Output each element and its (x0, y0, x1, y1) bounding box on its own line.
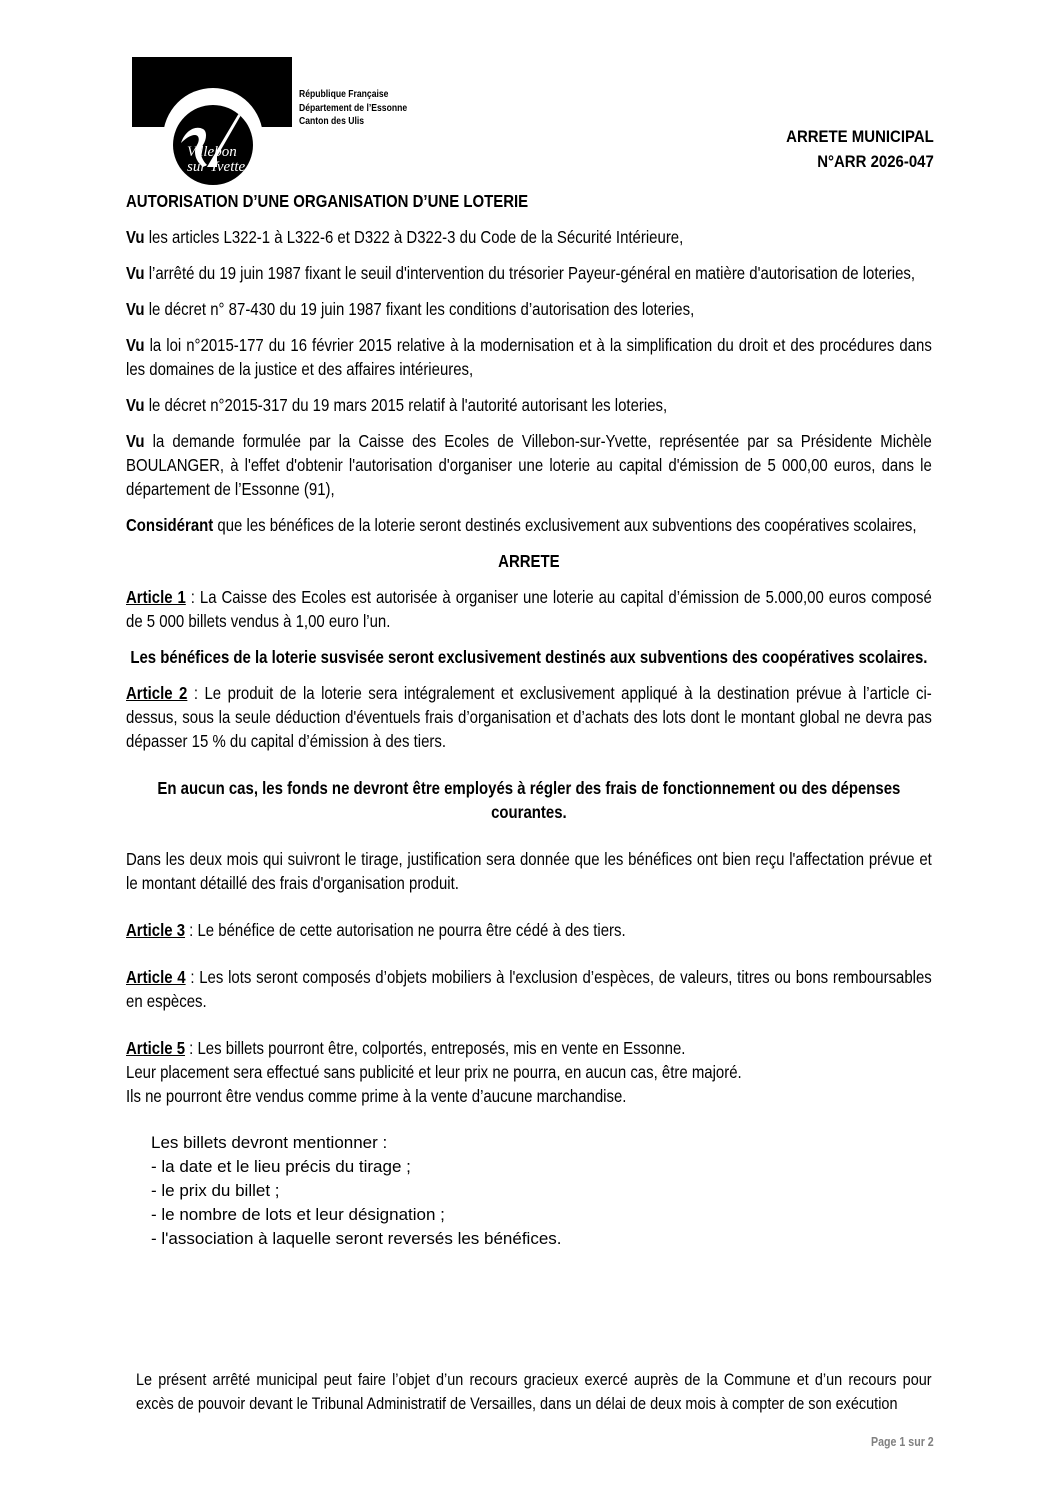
header-institution (299, 88, 407, 129)
article-5-line-3: Ils ne pourront être vendus comme prime à la vente d’aucune marchandise. (126, 1086, 627, 1106)
mention-item: - le nombre de lots et leur désignation ; (151, 1205, 445, 1224)
department-label: Département de l’Essonne (299, 101, 408, 114)
document-body (126, 189, 932, 1251)
canton-label: Canton des Ulis (299, 115, 365, 127)
article-5-line-2: Leur placement sera effectué sans publicité et leur prix ne pourra, en aucun cas, être majoré. (126, 1062, 742, 1082)
visa-lead: Vu (126, 431, 145, 451)
visa-5 (126, 393, 932, 417)
visa-text: les articles L322-1 à L322-6 et D322 à D322-3 du Code de la Sécurité Intérieure, (144, 227, 684, 247)
considerant-lead: Considérant (126, 515, 214, 535)
decision-heading: ARRETE (498, 551, 560, 571)
page-label: Page (871, 1435, 897, 1449)
article-label: Article 1 (126, 587, 186, 607)
article-label: Article 5 (126, 1038, 186, 1058)
article-1-emphasis: Les bénéfices de la loterie susvisée seront exclusivement destinés aux subventions des coopératives scolaires. (130, 647, 928, 667)
considerant (126, 513, 932, 537)
mention-item: - le prix du billet ; (151, 1181, 280, 1200)
recourse-notice (136, 1368, 932, 1416)
ticket-mentions (151, 1131, 932, 1251)
recourse-text: Le présent arrêté municipal peut faire l’objet d’un recours gracieux exercé auprès de la Commune et d’un recours pour excès de pouvoir devant le Tribunal Administratif de Versailles, dans un délai de deux mois à compter de son exécution (136, 1370, 932, 1413)
article-label: Article 2 (126, 683, 188, 703)
villebon-logo (132, 57, 302, 187)
mentions-intro: Les billets devront mentionner : (151, 1133, 388, 1152)
visa-3 (126, 297, 932, 321)
article-text: : La Caisse des Ecoles est autorisée à organiser une loterie au capital d’émission de 5.000,00 euros composé de 5 000 billets vendus à 1,00 euro l’un. (126, 587, 932, 631)
doc-type: ARRETE MUNICIPAL (786, 127, 934, 146)
article-1 (126, 585, 932, 633)
doc-number: N°ARR 2026-047 (817, 152, 934, 171)
article-label: Article 3 (126, 920, 186, 940)
article-4 (126, 965, 932, 1013)
document-title: AUTORISATION D’UNE ORGANISATION D’UNE LOTERIE (126, 191, 529, 211)
article-text: : Le produit de la loterie sera intégralement et exclusivement appliqué à la destination prévue à l’article ci-dessus, sous la seule déduction d'éventuels frais d’organisation et d’achats des lots dont le montant global ne devra pas dépasser 15 % du capital d’émission à des tiers. (126, 683, 932, 751)
visa-text: la demande formulée par la Caisse des Ecoles de Villebon-sur-Yvette, représentée par sa Présidente Michèle BOULANGER, à l'effet d'obtenir l'autorisation d'organiser une loterie au capital d'émission de 5 000,00 euros, dans le département de l’Essonne (91), (126, 431, 932, 499)
republic-label: République Française (299, 88, 389, 100)
mention-item: - la date et le lieu précis du tirage ; (151, 1157, 411, 1176)
considerant-text: que les bénéfices de la loterie seront destinés exclusivement aux subventions des coopératives scolaires, (213, 515, 917, 535)
page-number (871, 1435, 934, 1449)
visa-1 (126, 225, 932, 249)
visa-text: la loi n°2015-177 du 16 février 2015 relative à la modernisation et à la simplification du droit et des procédures dans les domaines de la justice et des affaires intérieures, (126, 335, 932, 379)
article-text: : Les lots seront composés d’objets mobiliers à l'exclusion d’espèces, de valeurs, titres ou bons remboursables en espèces. (126, 967, 932, 1011)
article-text: : Le bénéfice de cette autorisation ne pourra être cédé à des tiers. (185, 920, 626, 940)
visa-text: le décret n°2015-317 du 19 mars 2015 relatif à l'autorité autorisant les loteries, (144, 395, 668, 415)
article-2-emphasis: En aucun cas, les fonds ne devront être employés à régler des frais de fonctionnement ou des dépenses courantes. (157, 778, 901, 822)
page-current: 1 (899, 1435, 906, 1449)
visa-lead: Vu (126, 227, 145, 247)
visa-4 (126, 333, 932, 381)
visa-lead: Vu (126, 263, 145, 283)
article-5 (126, 1036, 932, 1060)
logo-text: Villebon sur Yvette (187, 144, 246, 175)
visa-lead: Vu (126, 395, 145, 415)
page-separator: sur (908, 1435, 926, 1449)
decree-reference (786, 124, 934, 174)
page-total: 2 (928, 1435, 934, 1449)
article-2 (126, 681, 932, 753)
mention-item: - l'association à laquelle seront reversés les bénéfices. (151, 1229, 562, 1248)
article-2-justification: Dans les deux mois qui suivront le tirage, justification sera donnée que les bénéfices ont bien reçu l'affectation prévue et le montant détaillé des frais d'organisation produit. (126, 849, 932, 893)
visa-text: l’arrêté du 19 juin 1987 fixant le seuil d'intervention du trésorier Payeur-général en matière d'autorisation de loteries, (144, 263, 916, 283)
visa-lead: Vu (126, 299, 145, 319)
visa-6 (126, 429, 932, 501)
article-label: Article 4 (126, 967, 186, 987)
article-3 (126, 918, 932, 942)
visa-lead: Vu (126, 335, 145, 355)
visa-2 (126, 261, 932, 285)
visa-text: le décret n° 87-430 du 19 juin 1987 fixant les conditions d’autorisation des loteries, (144, 299, 695, 319)
article-text: : Les billets pourront être, colportés, entreposés, mis en vente en Essonne. (185, 1038, 686, 1058)
logo-disc (173, 105, 253, 185)
